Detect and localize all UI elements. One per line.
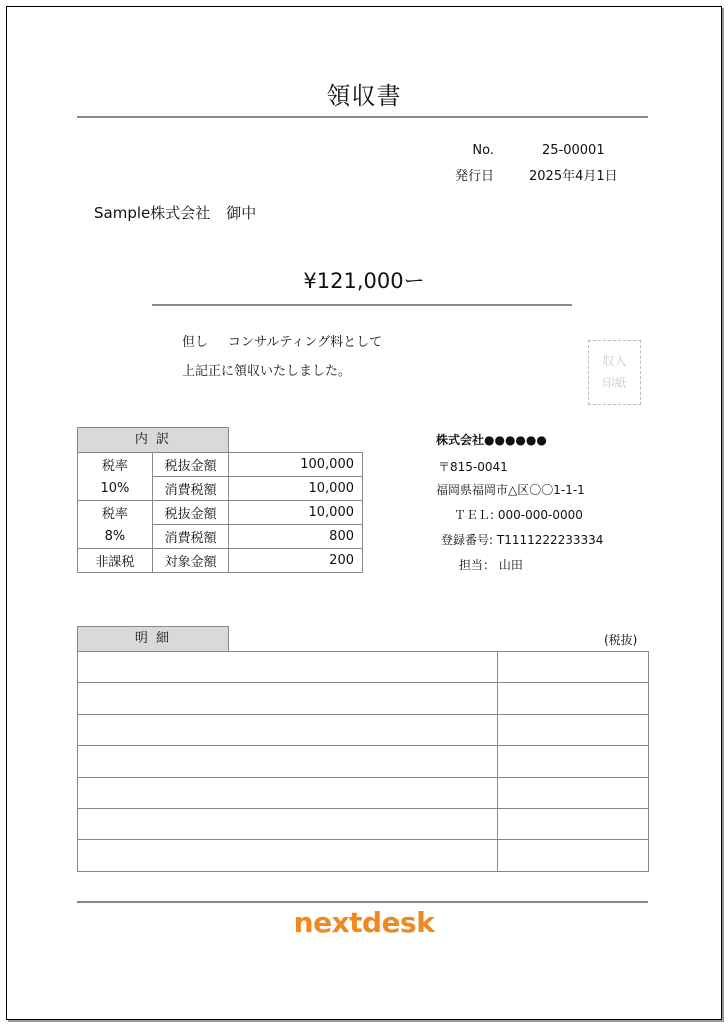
detail-description-cell [78, 714, 498, 745]
issuer-registration-number: 登録番号: T1111222233334 [441, 533, 604, 547]
detail-amount-cell [498, 808, 649, 839]
document-title: 領収書 [326, 82, 402, 110]
issuer-contact: 担当： 山田 [459, 558, 523, 572]
detail-description-cell [78, 652, 498, 683]
issue-date: 2025年4月1日 [529, 169, 618, 184]
table-row [78, 714, 649, 745]
table-row [78, 777, 649, 808]
table-row [78, 746, 649, 777]
receipt-amount: ¥121,000ー [303, 269, 425, 293]
detail-amount-cell [498, 714, 649, 745]
breakdown-value: 10,000 [229, 501, 363, 525]
detail-description-cell [78, 808, 498, 839]
detail-amount-cell [498, 746, 649, 777]
table-row [78, 683, 649, 714]
breakdown-heading: 内 訳 [77, 427, 229, 452]
breakdown-value: 100,000 [229, 453, 363, 477]
detail-description-cell [78, 777, 498, 808]
table-row [78, 525, 363, 549]
issuer-phone: ＴＥＬ: 000-000-0000 [454, 508, 583, 522]
received-statement: 上記正に領収いたしました。 [182, 364, 352, 379]
proviso-text: コンサルティング料として [228, 335, 383, 350]
breakdown-item: 対象金額 [152, 549, 229, 573]
proviso [182, 331, 382, 350]
breakdown-item: 消費税額 [152, 525, 229, 549]
table-row [78, 808, 649, 839]
table-row [78, 652, 649, 683]
stamp-label-line1: 収入 [602, 354, 627, 368]
table-row [78, 840, 649, 871]
rate-label: 8% [78, 525, 153, 549]
detail-description-cell [78, 840, 498, 871]
recipient [94, 202, 256, 223]
table-row [78, 501, 363, 525]
issue-date-label: 発行日 [454, 169, 494, 184]
breakdown-value: 800 [229, 525, 363, 549]
breakdown-item: 消費税額 [152, 477, 229, 501]
detail-amount-cell [498, 840, 649, 871]
table-row [78, 453, 363, 477]
title-underline [77, 116, 648, 118]
detail-description-cell [78, 683, 498, 714]
issuer-company: 株式会社●●●●●● [436, 433, 547, 447]
recipient-honorific: 御中 [226, 204, 257, 222]
receipt-number-label: No. [472, 143, 494, 158]
table-row [78, 549, 363, 573]
breakdown-table [77, 452, 363, 573]
rate-label: 税率 [78, 453, 153, 477]
rate-label: 10% [78, 477, 153, 501]
details-heading: 明 細 [77, 626, 229, 651]
issuer-address: 福岡県福岡市△区〇〇1-1-1 [436, 483, 585, 497]
details-table [77, 651, 649, 872]
nextdesk-logo: nextdesk [293, 906, 435, 939]
breakdown-value: 200 [229, 549, 363, 573]
footer-rule [77, 901, 648, 903]
breakdown-item: 税抜金額 [152, 501, 229, 525]
table-row [78, 477, 363, 501]
issuer-postal-code: 〒815-0041 [438, 460, 508, 474]
detail-amount-cell [498, 777, 649, 808]
rate-label: 非課税 [78, 549, 153, 573]
detail-amount-cell [498, 683, 649, 714]
detail-description-cell [78, 746, 498, 777]
tax-excluded-note: (税抜) [604, 633, 638, 647]
receipt-number: 25-00001 [542, 143, 605, 158]
detail-amount-cell [498, 652, 649, 683]
amount-underline [152, 304, 572, 306]
proviso-label: 但し [182, 335, 209, 350]
rate-label: 税率 [78, 501, 153, 525]
recipient-name: Sample株式会社 [94, 204, 211, 222]
stamp-label-line2: 印紙 [602, 376, 627, 390]
breakdown-value: 10,000 [229, 477, 363, 501]
breakdown-item: 税抜金額 [152, 453, 229, 477]
revenue-stamp-box [588, 340, 641, 405]
